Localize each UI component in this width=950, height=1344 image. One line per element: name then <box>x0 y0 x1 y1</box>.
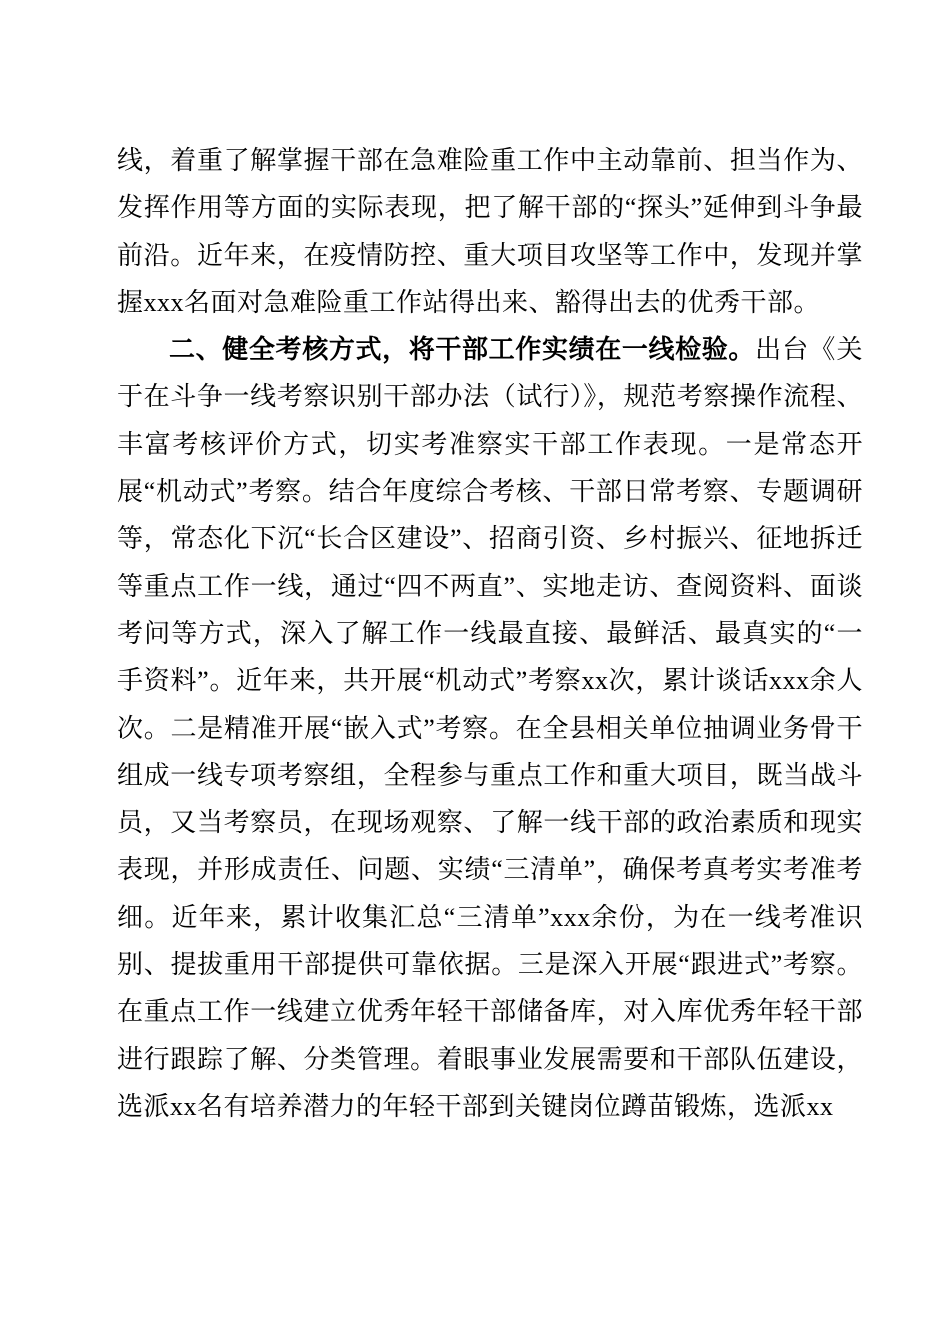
section-heading-text: 二、健全考核方式，将干部工作实绩在一线检验。 <box>169 334 756 365</box>
paragraph-continuation <box>117 137 863 326</box>
paragraph-section-two <box>117 326 863 1130</box>
body-text: 线，着重了解掌握干部在急难险重工作中主动靠前、担当作为、发挥作用等方面的实际表现，把了解干部的“探头”延伸到斗争最前沿。近年来，在疫情防控、重大项目攻坚等工作中，发现并掌握xxx名面对急难险重工作站得出来、豁得出去的优秀干部。 <box>117 146 863 317</box>
body-text: 出台《关于在斗争一线考察识别干部办法（试行）》，规范考察操作流程、丰富考核评价方式，切实考准察实干部工作表现。一是常态开展“机动式”考察。结合年度综合考核、干部日常考察、专题调研等，常态化下沉“长合区建设”、招商引资、乡村振兴、征地拆迁等重点工作一线，通过“四不两直”、实地走访、查阅资料、面谈考问等方式，深入了解工作一线最直接、最鲜活、最真实的“一手资料”。近年来，共开展“机动式”考察xx次，累计谈话xxx余人次。二是精准开展“嵌入式”考察。在全县相关单位抽调业务骨干组成一线专项考察组，全程参与重点工作和重大项目，既当战斗员，又当考察员，在现场观察、了解一线干部的政治素质和现实表现，并形成责任、问题、实绩“三清单”，确保考真考实考准考细。近年来，累计收集汇总“三清单”xxx余份，为在一线考准识别、提拔重用干部提供可靠依据。三是深入开展“跟进式”考察。在重点工作一线建立优秀年轻干部储备库，对入库优秀年轻干部进行跟踪了解、分类管理。着眼事业发展需要和干部队伍建设，选派xx名有培养潜力的年轻干部到关键岗位蹲苗锻炼，选派xx <box>117 335 863 1121</box>
document-body <box>117 137 863 1130</box>
